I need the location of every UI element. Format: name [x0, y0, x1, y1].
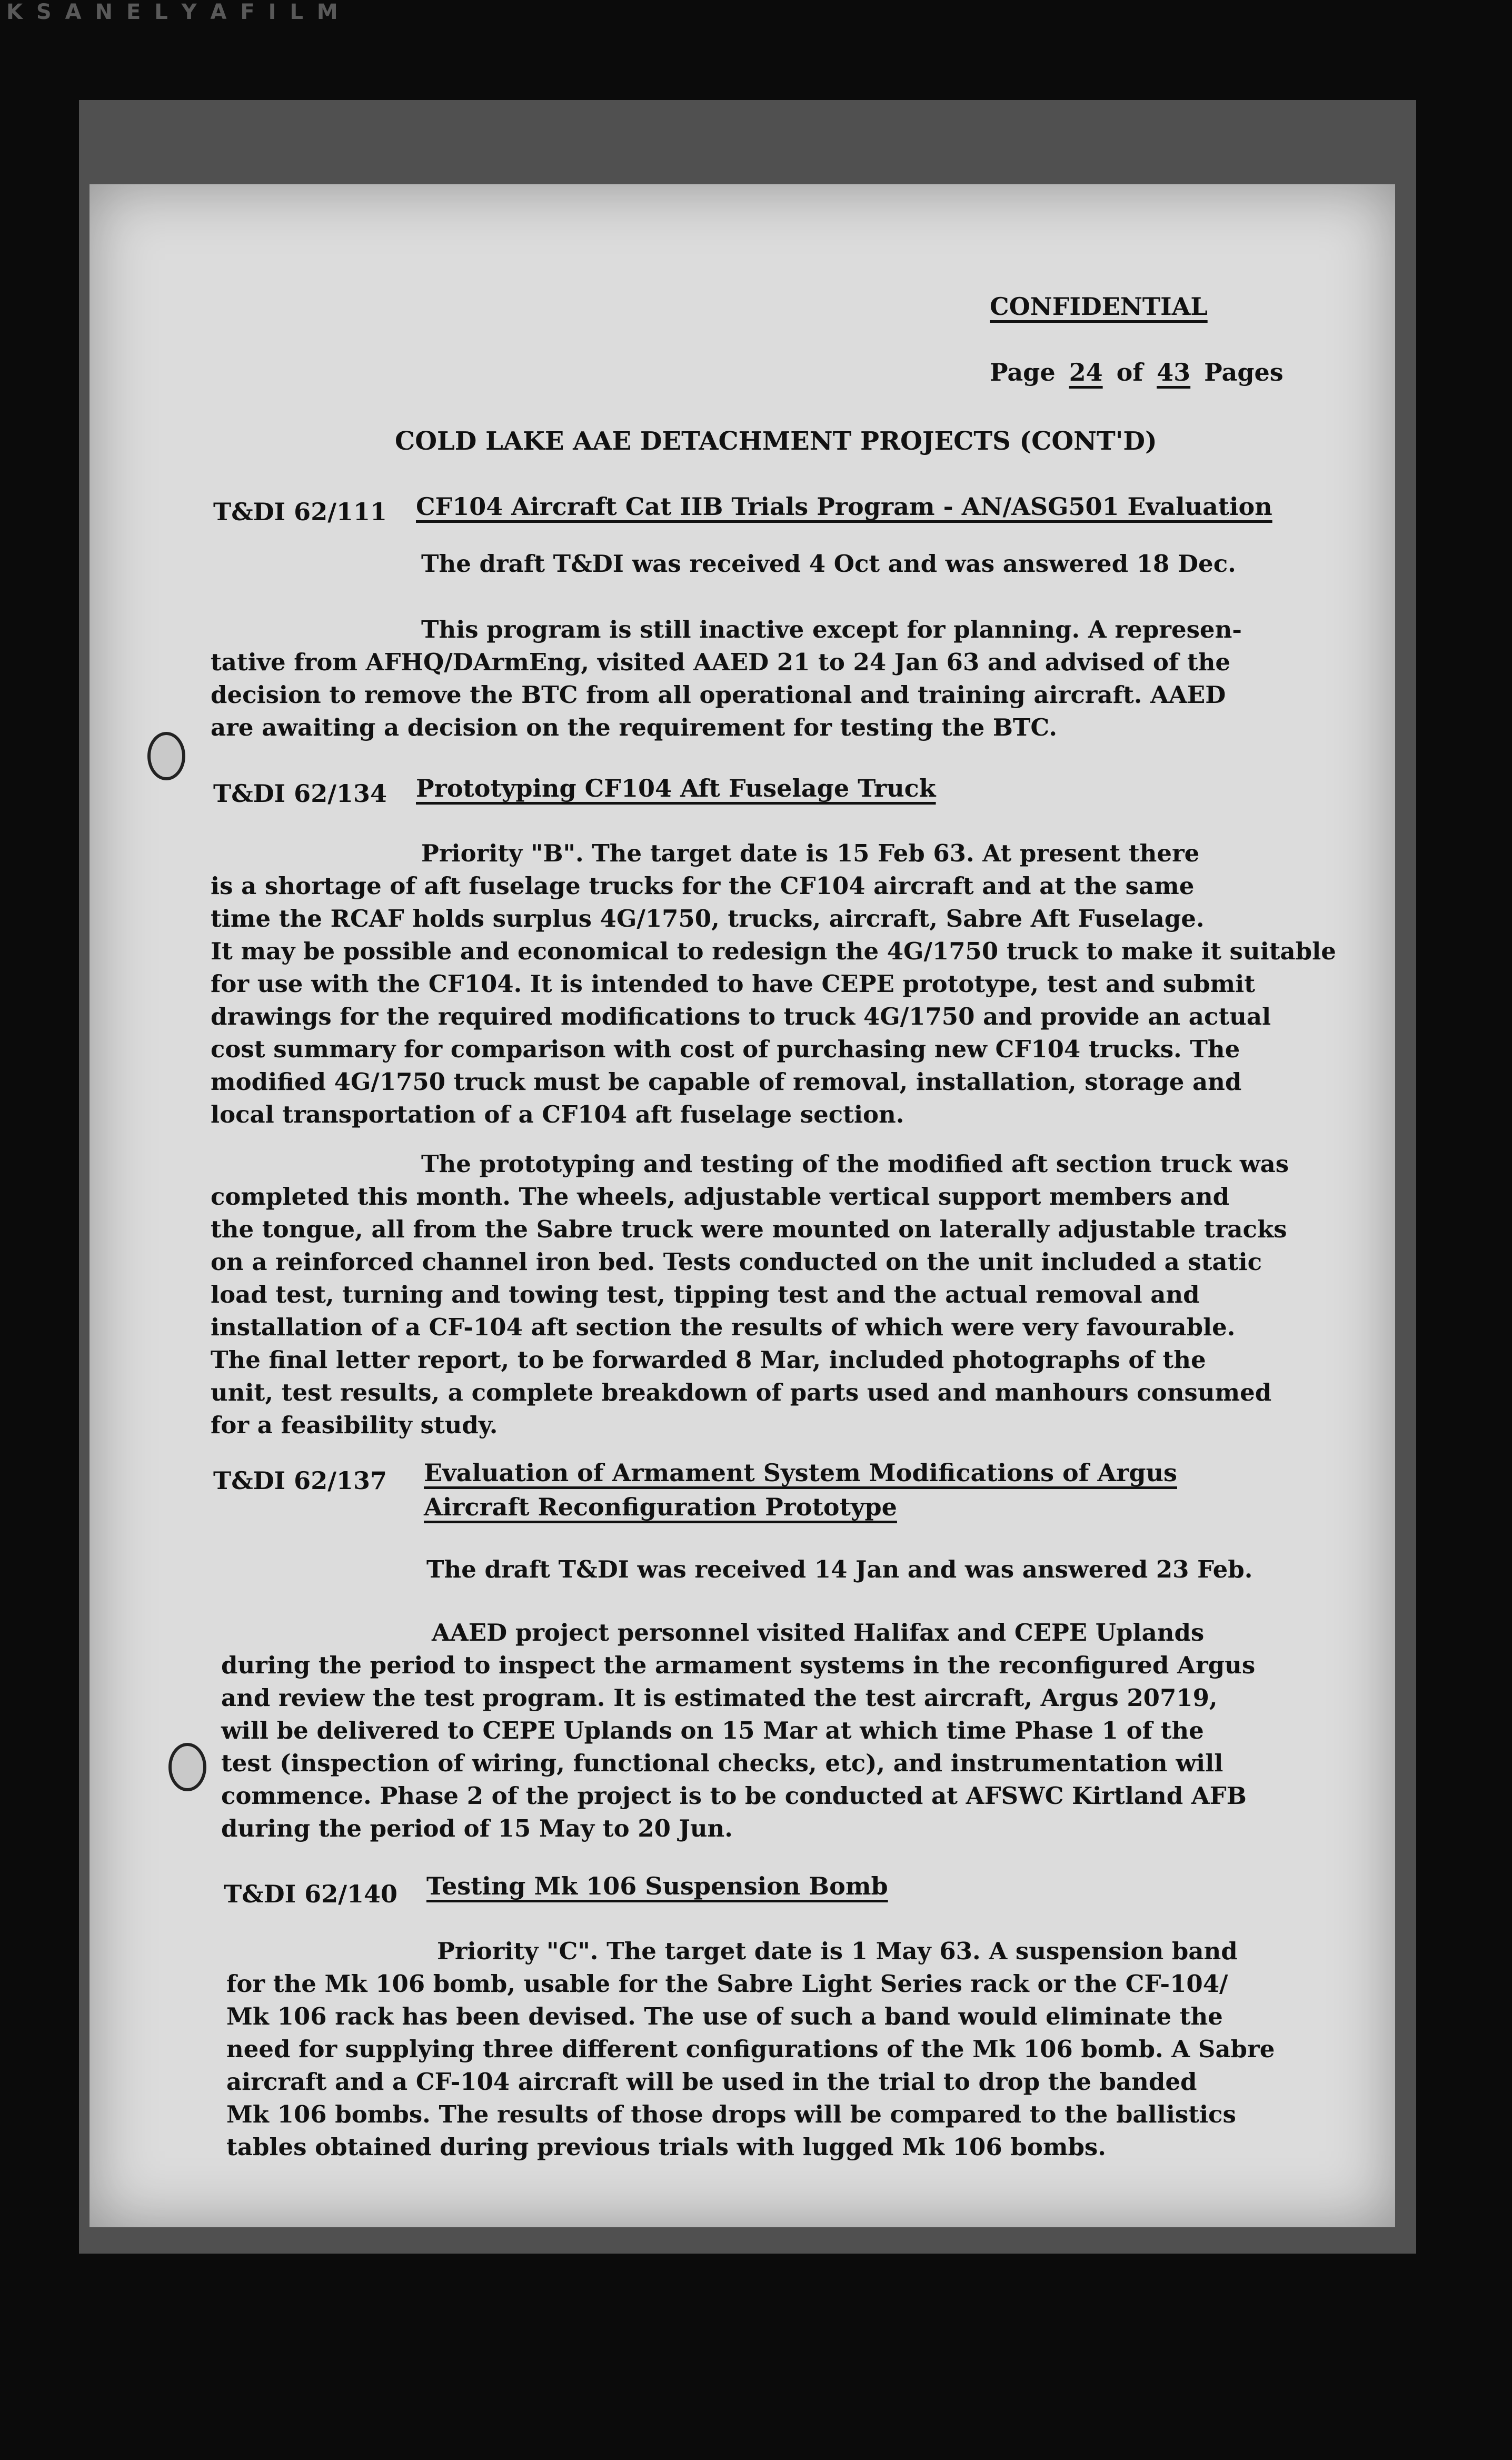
paragraph-62-137-visit: AAED project personnel visited Halifax and CEPE Uplands during the period to inspect the armament systems in the reconfigured Argus and review the test program. It is estimated the test aircraft, Argus 20719, will be delivered to CEPE Uplands on 15 Mar at which time Phase 1 of the test (inspection of wiring, functional checks, etc), and instrumentation will commence. Phase 2 of the project is to be conducted at AFSWC Kirtland AFB during the period of 15 May to 20 Jun.: [221, 1619, 1256, 1842]
paragraph-62-140-priority: Priority "C". The target date is 1 May 63. A suspension band for the Mk 106 bomb, usable for the Sabre Light Series rack or the CF-104/ Mk 106 rack has been devised. The use of such a band would eliminate the need for supplying three different configurations of the Mk 106 bomb. A Sabre aircraft and a CF-104 aircraft will be used in the trial to drop the banded Mk 106 bombs. The results of those drops will be compared to the ballistics tables obtained during previous trials with lugged Mk 106 bombs.: [226, 1937, 1275, 2161]
total-pages: 43: [1157, 358, 1191, 386]
punch-hole-upper: [147, 732, 185, 780]
paragraph-62-111-draft: The draft T&DI was received 4 Oct and was answered 18 Dec.: [421, 550, 1236, 578]
film-strip-edge-text: K S A N E L Y A F I L M: [6, 0, 341, 24]
section-title-62-111: CF104 Aircraft Cat IIB Trials Program - AN/ASG501 Evaluation: [416, 492, 1272, 521]
document-title: COLD LAKE AAE DETACHMENT PROJECTS (CONT'D): [395, 426, 1157, 456]
section-id-62-137: T&DI 62/137: [213, 1466, 387, 1495]
page-label: Page: [990, 358, 1056, 386]
punch-hole-lower: [168, 1743, 206, 1791]
of-label: of: [1116, 358, 1143, 386]
classification-marking: CONFIDENTIAL: [990, 292, 1208, 321]
section-title-62-137-line2: Aircraft Reconfiguration Prototype: [424, 1493, 897, 1521]
section-id-62-140: T&DI 62/140: [224, 1880, 398, 1908]
paragraph-62-134-results: The prototyping and testing of the modified aft section truck was completed this month. The wheels, adjustable vertical support members and the tongue, all from the Sabre truck were mounted on laterally adjustable tracks on a reinforced channel iron bed. Tests conducted on the unit included a static load test, turning and towing test, tipping test and the actual removal and installation of a CF-104 aft section the results of which were very favourable. The final letter report, to be forwarded 8 Mar, included photographs of the unit, test results, a complete breakdown of parts used and manhours consumed for a feasibility study.: [211, 1150, 1289, 1439]
page-number: 24: [1069, 358, 1103, 386]
document-page: [89, 184, 1395, 2227]
section-title-62-134: Prototyping CF104 Aft Fuselage Truck: [416, 774, 936, 802]
paragraph-62-137-draft: The draft T&DI was received 14 Jan and was answered 23 Feb.: [426, 1555, 1253, 1583]
paragraph-62-134-priority: Priority "B". The target date is 15 Feb 63. At present there is a shortage of aft fuselage trucks for the CF104 aircraft and at the same time the RCAF holds surplus 4G/1750, trucks, aircraft, Sabre Aft Fuselage. It may be possible and economical to redesign the 4G/1750 truck to make it suitable for use with the CF104. It is intended to have CEPE prototype, test and submit drawings for the required modifications to truck 4G/1750 and provide an actual cost summary for comparison with cost of purchasing new CF104 trucks. The modified 4G/1750 truck must be capable of removal, installation, storage and local transportation of a CF104 aft fuselage section.: [211, 839, 1336, 1128]
section-id-62-134: T&DI 62/134: [213, 779, 387, 808]
paragraph-62-111-status: This program is still inactive except for planning. A represen- tative from AFHQ/DArmEng, visited AAED 21 to 24 Jan 63 and advised of the decision to remove the BTC from all operational and training aircraft. AAED are awaiting a decision on the requirement for testing the BTC.: [211, 616, 1242, 741]
pages-label: Pages: [1204, 358, 1284, 386]
page-counter: [990, 358, 1284, 386]
section-title-62-140: Testing Mk 106 Suspension Bomb: [426, 1872, 888, 1900]
section-title-62-137-line1: Evaluation of Armament System Modifications of Argus: [424, 1459, 1177, 1487]
section-id-62-111: T&DI 62/111: [213, 498, 387, 526]
